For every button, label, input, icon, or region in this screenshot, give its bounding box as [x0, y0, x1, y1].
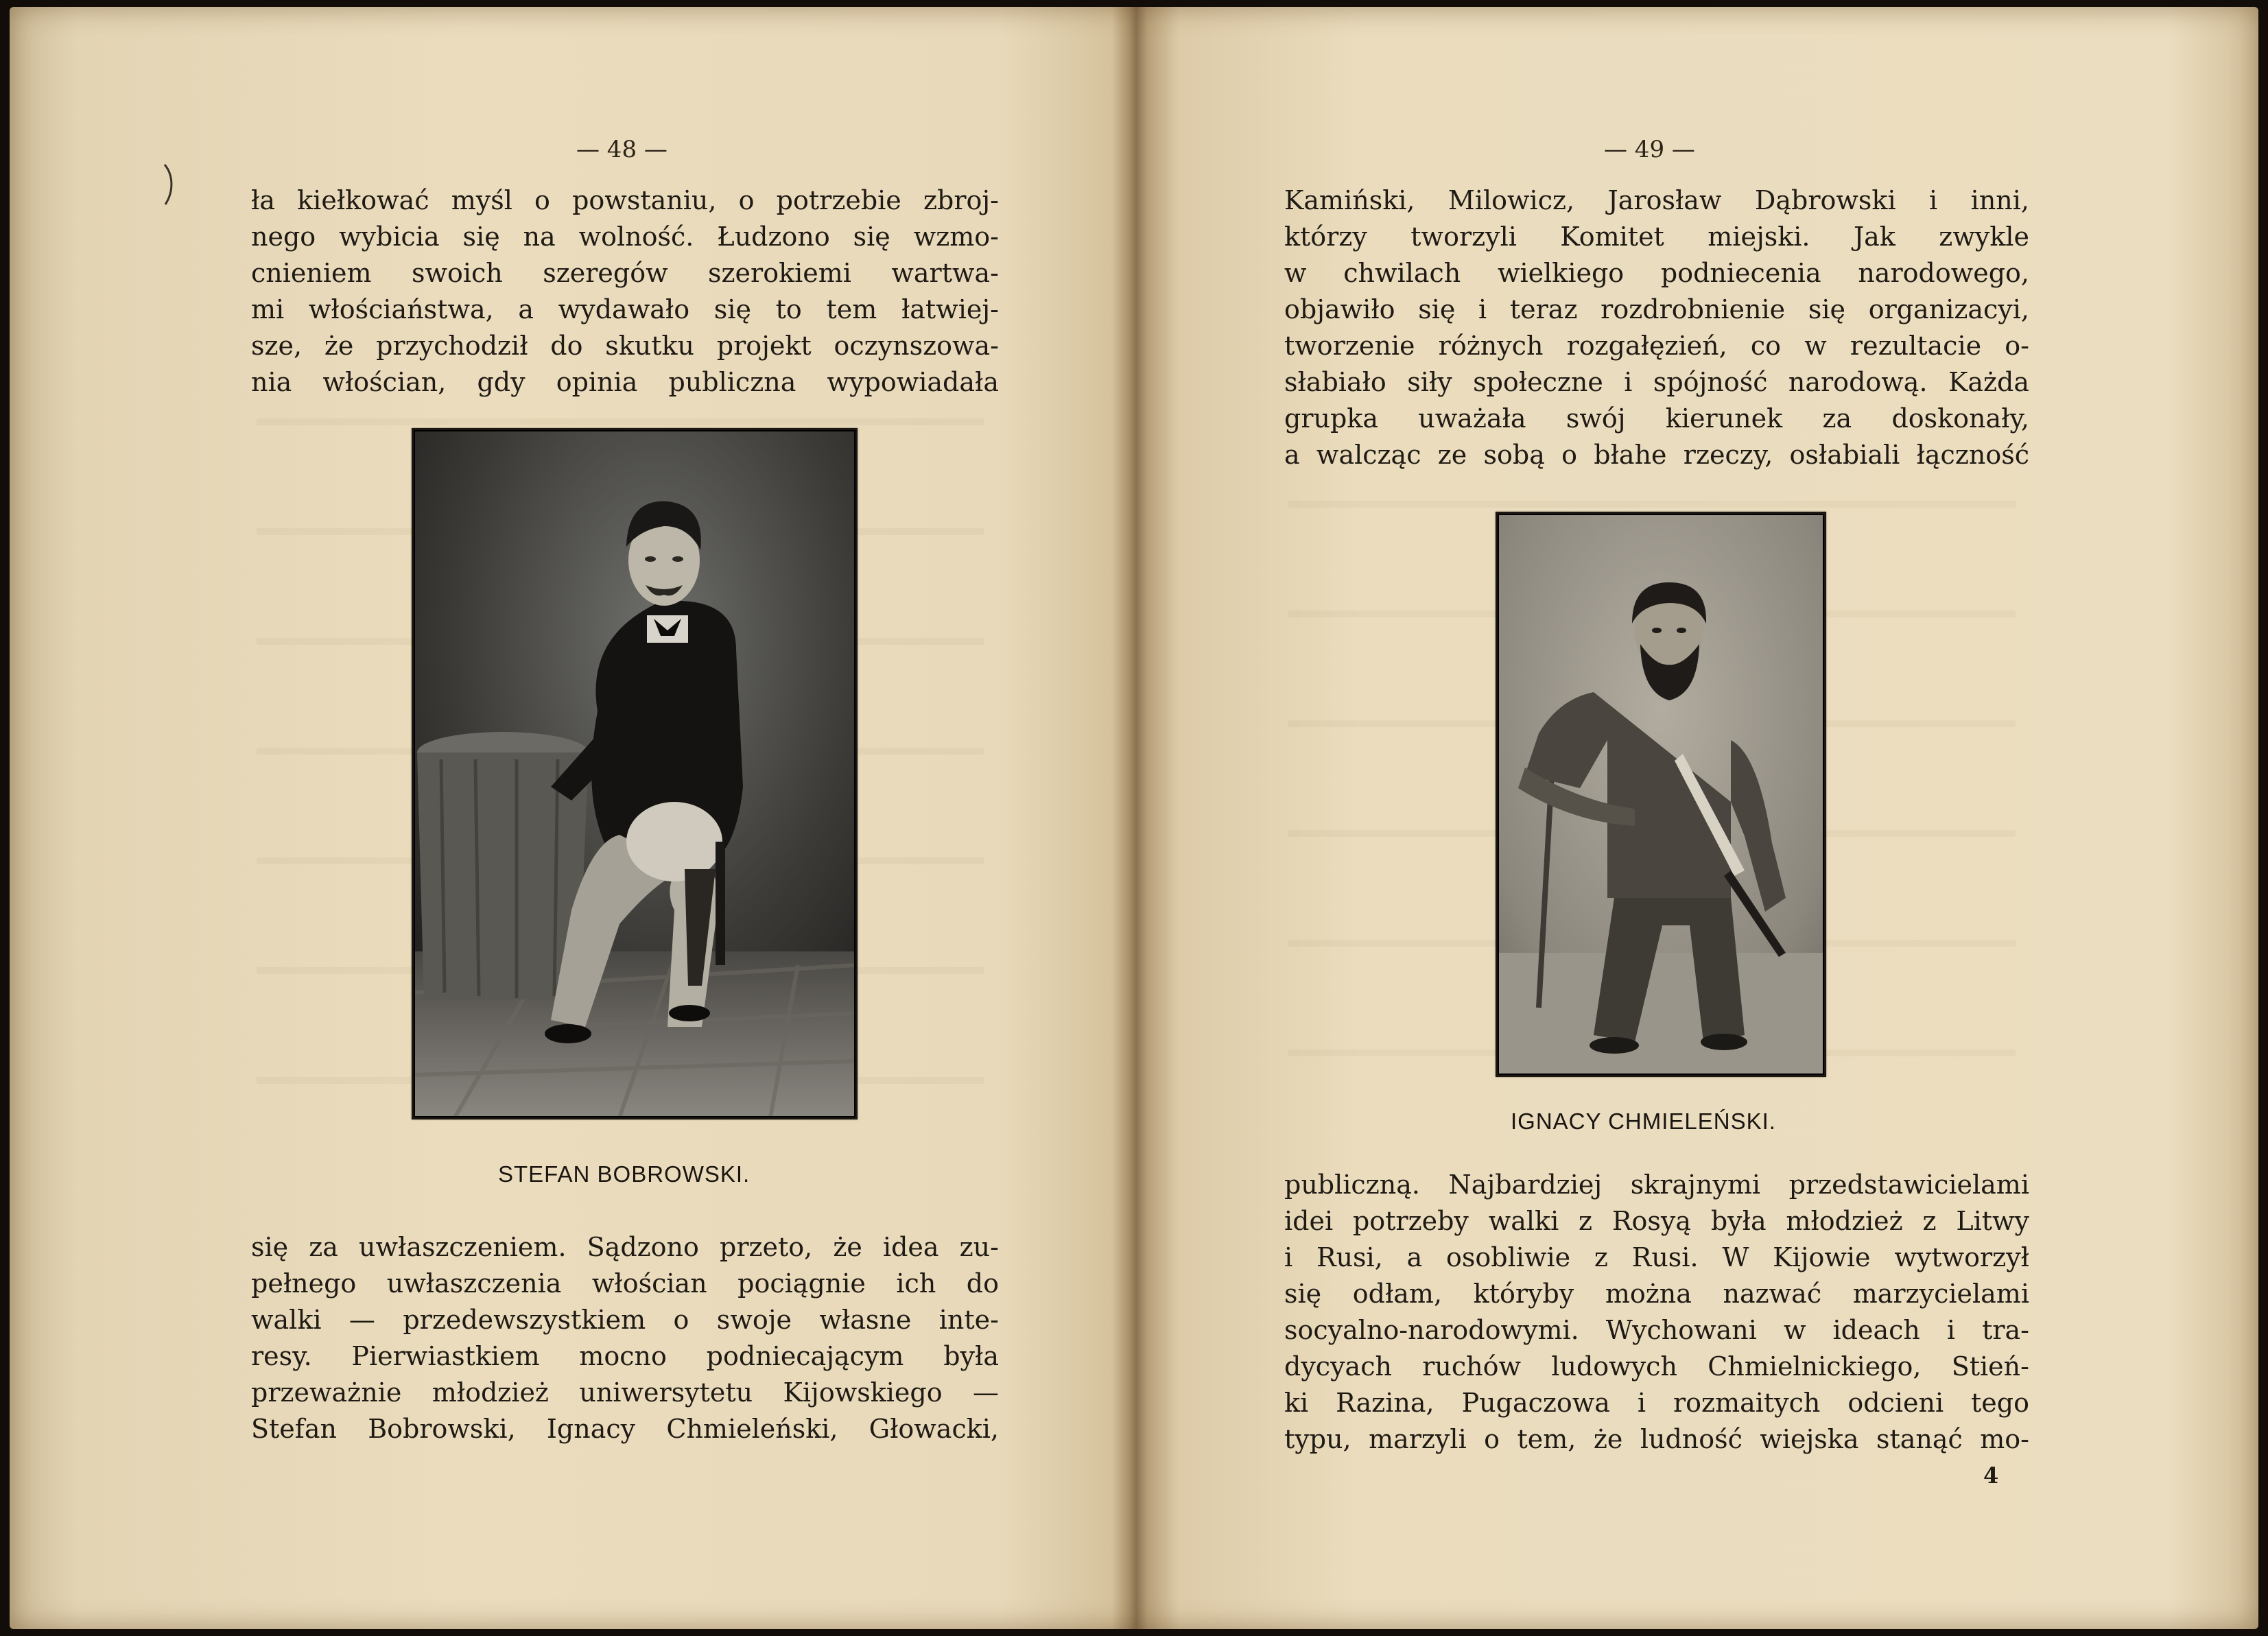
- portrait-photo-stefan-bobrowski: [412, 428, 858, 1119]
- right-bottom-paragraph: [1284, 1167, 2029, 1458]
- right-page: [1134, 7, 2258, 1629]
- text-line: i Rusi, a osobliwie z Rusi. W Kijowie wytworzył: [1284, 1242, 2029, 1272]
- pencil-mark-icon: [162, 163, 177, 206]
- book-spread: [10, 7, 2258, 1629]
- text-line: objawiło się i teraz rozdrobnienie się organizacyi,: [1284, 294, 2029, 324]
- left-page: [10, 7, 1134, 1629]
- text-line: się odłam, któryby można nazwać marzycielami: [1284, 1279, 2029, 1309]
- text-line: grupka uważała swój kierunek za doskonały,: [1284, 403, 2029, 434]
- text-line: w chwilach wielkiego podniecenia narodowego,: [1284, 258, 2029, 288]
- text-line: tworzenie różnych rozgałęzień, co w rezultacie o-: [1284, 331, 2029, 361]
- text-line: ki Razina, Pugaczowa i rozmaitych odcieni tego: [1284, 1388, 2029, 1418]
- text-line: się za uwłaszczeniem. Sądzono przeto, że idea zu-: [251, 1232, 999, 1262]
- text-line: mi włościaństwa, a wydawało się to tem łatwiej-: [251, 294, 999, 324]
- photo-caption-right: IGNACY CHMIELEŃSKI.: [1511, 1109, 1776, 1134]
- text-line: sze, że przychodził do skutku projekt oczynszowa-: [251, 331, 999, 361]
- text-line: którzy tworzyli Komitet miejski. Jak zwykle: [1284, 222, 2029, 252]
- text-line: dycyach ruchów ludowych Chmielnickiego, Stień-: [1284, 1351, 2029, 1382]
- text-line: pełnego uwłaszczenia włościan pociągnie ich do: [251, 1268, 999, 1299]
- right-top-paragraph: [1284, 182, 2029, 473]
- signature-mark: 4: [1983, 1462, 1999, 1489]
- text-line: cnieniem swoich szeregów szerokiemi wartwa-: [251, 258, 999, 288]
- text-line: publiczną. Najbardziej skrajnymi przedstawicielami: [1284, 1170, 2029, 1200]
- photo-caption-left: STEFAN BOBROWSKI.: [498, 1161, 751, 1187]
- page-number-right: — 49 —: [1604, 136, 1695, 163]
- text-line: słabiało siły społeczne i spójność narodową. Każda: [1284, 367, 2029, 397]
- portrait-image: [414, 430, 855, 1117]
- left-top-paragraph: [251, 182, 999, 401]
- text-line: Stefan Bobrowski, Ignacy Chmieleński, Głowacki,: [251, 1414, 999, 1444]
- text-line: typu, marzyli o tem, że ludność wiejska stanąć mo-: [1284, 1424, 2029, 1454]
- text-line: ła kiełkować myśl o powstaniu, o potrzebie zbroj-: [251, 185, 999, 215]
- text-line: resy. Pierwiastkiem mocno podniecającym była: [251, 1341, 999, 1371]
- text-line: nego wybicia się na wolność. Łudzono się wzmo-: [251, 222, 999, 252]
- text-line: nia włościan, gdy opinia publiczna wypowiadała: [251, 367, 999, 397]
- portrait-photo-ignacy-chmielenski: [1496, 512, 1826, 1077]
- text-line: Kamiński, Milowicz, Jarosław Dąbrowski i inni,: [1284, 185, 2029, 215]
- text-line: przeważnie młodzież uniwersytetu Kijowskiego —: [251, 1377, 999, 1408]
- text-line: socyalno-narodowymi. Wychowani w ideach i tra-: [1284, 1315, 2029, 1345]
- text-line: idei potrzeby walki z Rosyą była młodzież z Litwy: [1284, 1206, 2029, 1236]
- text-line: a walcząc ze sobą o błahe rzeczy, osłabiali łączność: [1284, 440, 2029, 470]
- portrait-image: [1498, 514, 1824, 1075]
- page-number-left: — 48 —: [576, 136, 668, 163]
- text-line: walki — przedewszystkiem o swoje własne inte-: [251, 1305, 999, 1335]
- left-bottom-paragraph: [251, 1229, 999, 1447]
